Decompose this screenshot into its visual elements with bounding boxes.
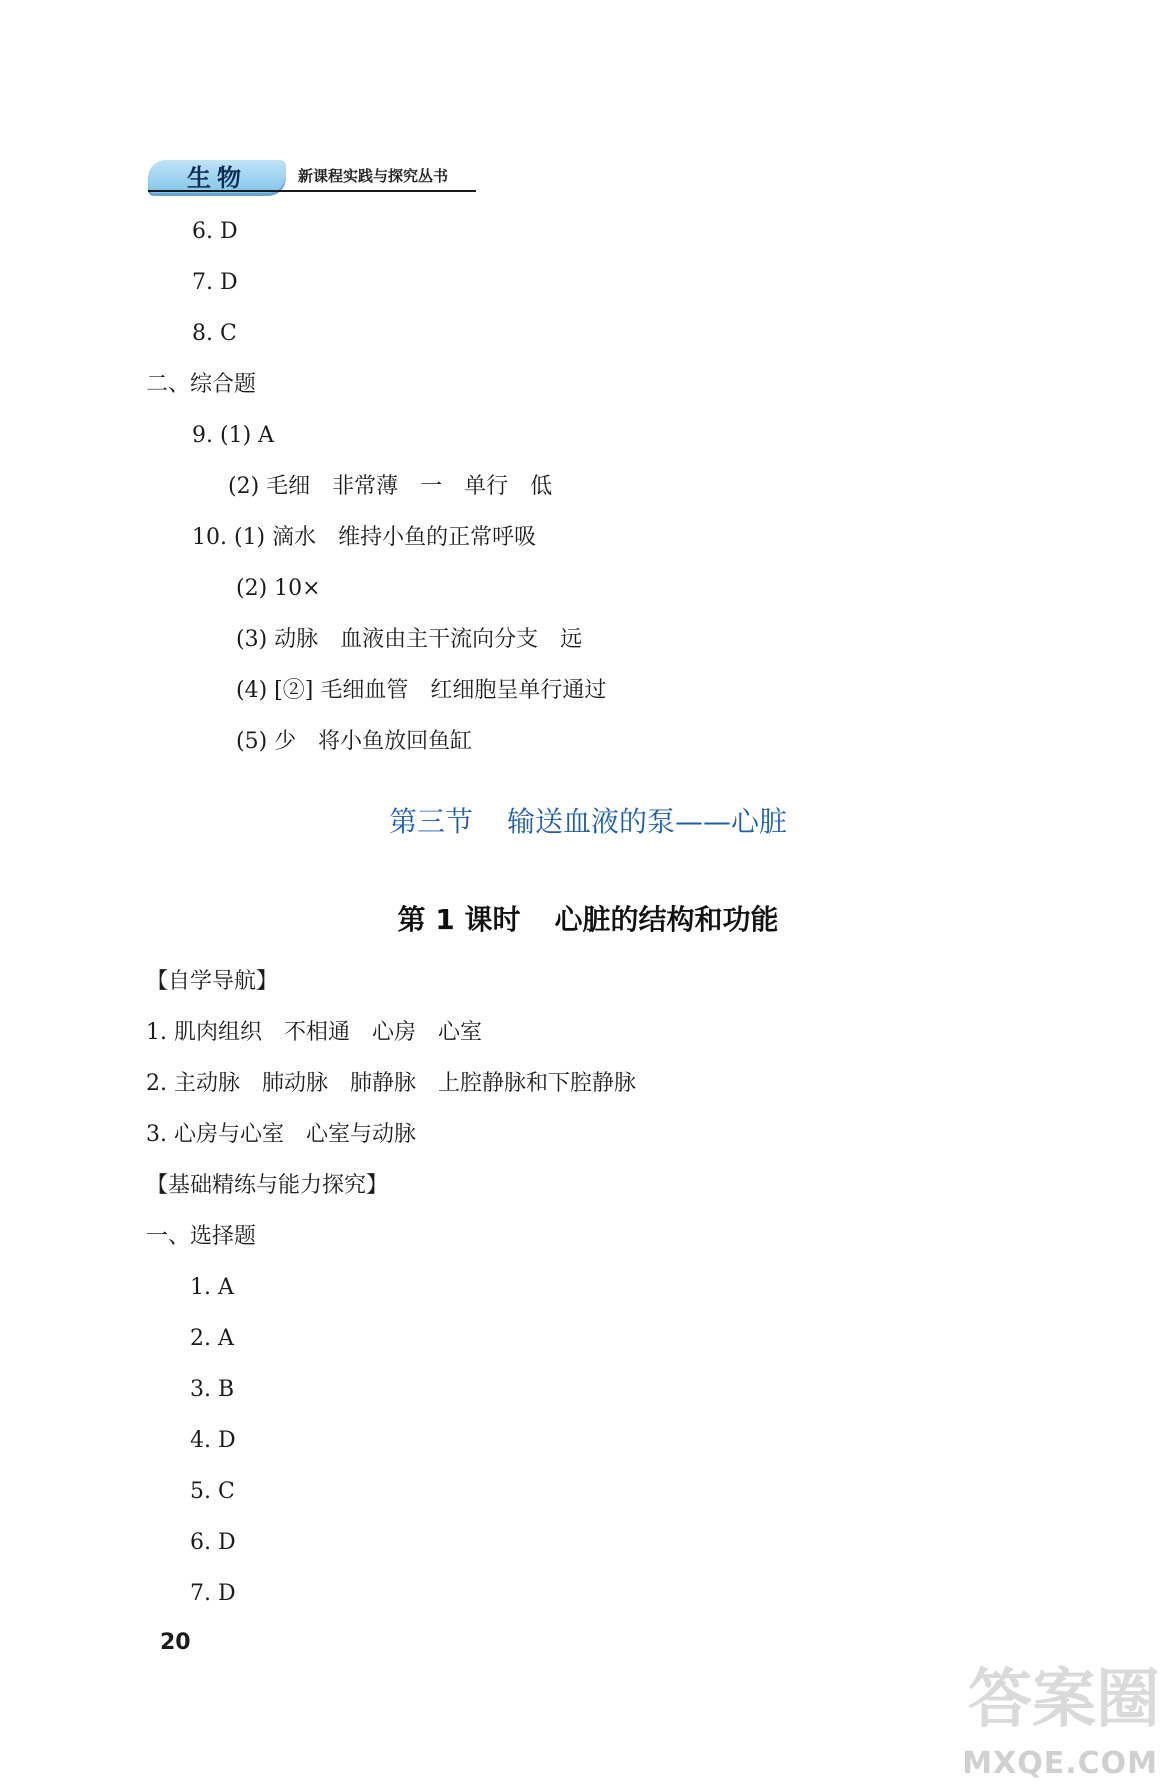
practice-heading: 【基础精练与能力探究】 — [146, 1173, 389, 1198]
watermark-url: MXQE.COM — [962, 1746, 1158, 1781]
lesson-number: 第 1 课时 — [397, 903, 521, 936]
choice-answer-1: 1. A — [190, 1275, 234, 1300]
watermark — [954, 1654, 1164, 1784]
answer-9-2: (2) 毛细 非常薄 一 单行 低 — [228, 474, 553, 499]
section-heading — [0, 800, 1176, 840]
answer-8: 8. C — [192, 321, 237, 346]
answer-10-5: (5) 少 将小鱼放回鱼缸 — [236, 729, 473, 754]
answer-10-4: (4) [②] 毛细血管 红细胞呈单行通过 — [236, 678, 607, 703]
page-number: 20 — [160, 1630, 191, 1655]
choice-answer-5: 5. C — [190, 1479, 235, 1504]
self-study-item-3: 3. 心房与心室 心室与动脉 — [146, 1122, 416, 1147]
answer-9-1: 9. (1) A — [192, 423, 275, 448]
watermark-logo: 答案圈 — [968, 1663, 1160, 1737]
lesson-title: 心脏的结构和功能 — [554, 903, 779, 936]
answer-6: 6. D — [192, 219, 238, 244]
section-comprehensive: 二、综合题 — [146, 372, 257, 397]
answer-7: 7. D — [192, 270, 238, 295]
lesson-heading — [0, 898, 1176, 938]
choice-answer-4: 4. D — [190, 1428, 236, 1453]
series-title: 新课程实践与探究丛书 — [298, 167, 449, 185]
answer-10-3: (3) 动脉 血液由主干流向分支 远 — [236, 627, 583, 652]
section-title: 输送血液的泵——心脏 — [507, 805, 788, 838]
choice-answer-2: 2. A — [190, 1326, 234, 1351]
choice-answer-6: 6. D — [190, 1530, 236, 1555]
section-multiple-choice: 一、选择题 — [146, 1224, 257, 1249]
self-study-heading: 【自学导航】 — [146, 969, 279, 994]
subject-badge: 生物 — [148, 160, 286, 196]
answer-10-1: 10. (1) 滴水 维持小鱼的正常呼吸 — [192, 525, 537, 550]
answer-10-2: (2) 10× — [236, 576, 321, 601]
header-underline — [148, 190, 476, 192]
self-study-item-2: 2. 主动脉 肺动脉 肺静脉 上腔静脉和下腔静脉 — [146, 1071, 636, 1096]
self-study-item-1: 1. 肌肉组织 不相通 心房 心室 — [146, 1020, 482, 1045]
choice-answer-7: 7. D — [190, 1581, 236, 1606]
choice-answer-3: 3. B — [190, 1377, 235, 1402]
section-number: 第三节 — [388, 805, 473, 838]
